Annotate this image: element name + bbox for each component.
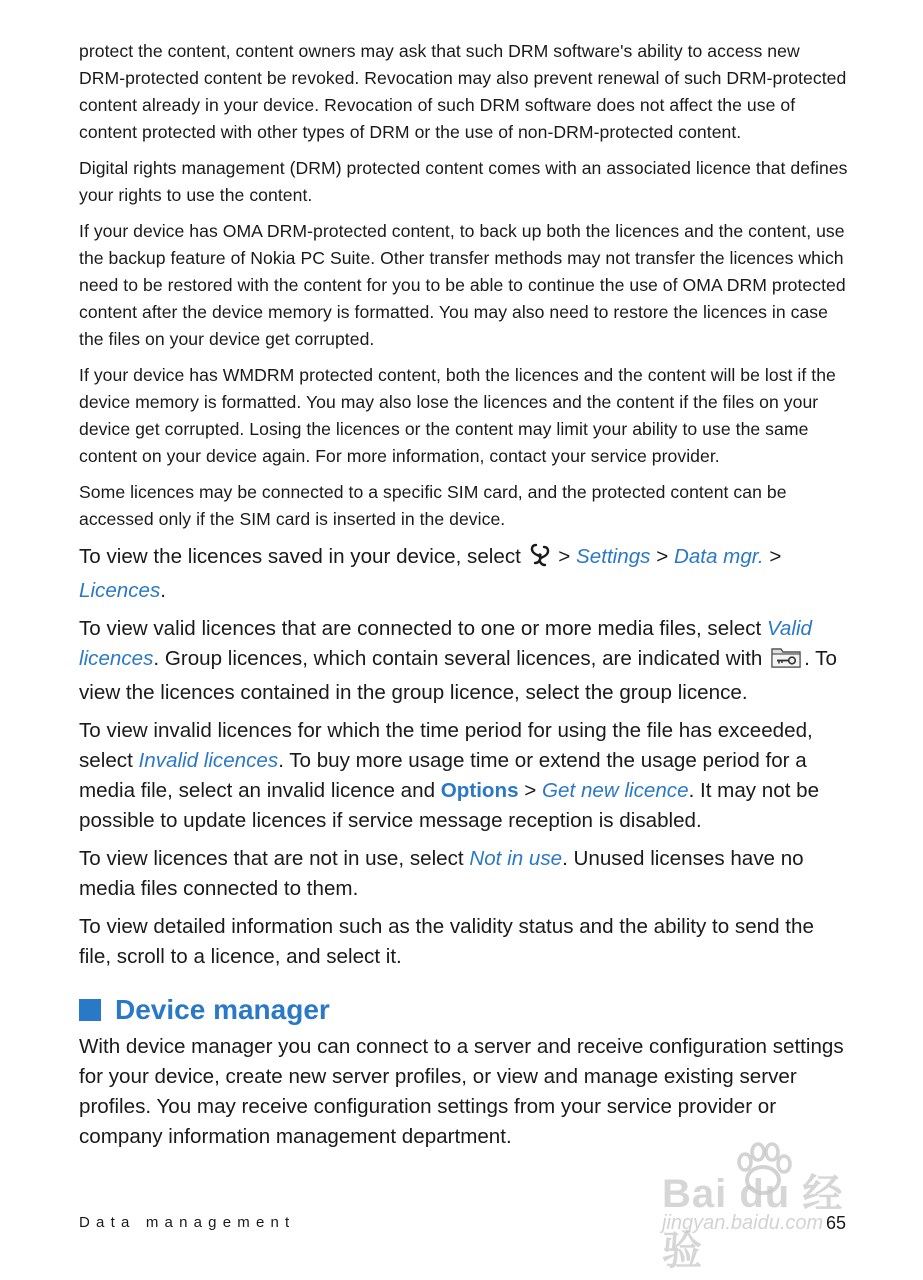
paragraph-device-manager: With device manager you can connect to a server and receive configuration settings for your device, create new server profiles, or view and manage existing server profiles. You may receive configuration settings from your service provider or company information management department.	[79, 1035, 844, 1148]
paragraph-view-licences: To view the licences saved in your device, select > Settings > Data mgr. > Licences.	[79, 545, 782, 602]
menu-key-icon	[529, 543, 551, 576]
link-licences[interactable]: Licences	[79, 579, 161, 602]
heading-square-icon	[79, 999, 101, 1021]
link-valid-licences[interactable]: Valid licences	[79, 617, 812, 670]
link-get-new-licence[interactable]: Get new licence	[542, 779, 689, 802]
paragraph-invalid-licences: To view invalid licences for which the time period for using the file has exceeded, select Invalid licences. To buy more usage time or extend the usage period for a media file, select an invalid licence and Options > Get new licence. It may not be possible to update licences if service message reception is disabled.	[79, 719, 820, 832]
paragraph-valid-licences: To view valid licences that are connected to one or more media files, select Valid licences. Group licences, which contain several licences, are indicated with . To view the licences contained in the group licence, select the group licence.	[79, 617, 837, 704]
link-options[interactable]: Options	[440, 779, 519, 802]
link-data-mgr[interactable]: Data mgr.	[673, 545, 764, 568]
paragraph-drm-definition: Digital rights management (DRM) protected content comes with an associated licence that defines your rights to use the content.	[79, 158, 848, 205]
link-settings[interactable]: Settings	[576, 545, 651, 568]
paragraph-not-in-use: To view licences that are not in use, select Not in use. Unused licenses have no media files connected to them.	[79, 847, 804, 900]
watermark-brand: Bai du 经验	[662, 1172, 844, 1273]
paragraph-oma-drm-backup: If your device has OMA DRM-protected content, to back up both the licences and the content, use the backup feature of Nokia PC Suite. Other transfer methods may not transfer the licences which need to be restored with the content for you to be able to continue the use of OMA DRM protected content after the device memory is formatted. You may also need to restore the licences in case the files on your device get corrupted.	[79, 221, 846, 349]
document-page	[79, 38, 849, 1160]
paragraph-sim-licences: Some licences may be connected to a specific SIM card, and the protected content can be accessed only if the SIM card is inserted in the device.	[79, 482, 787, 529]
link-not-in-use[interactable]: Not in use	[469, 847, 563, 870]
footer-section-name: Data management	[79, 1214, 296, 1231]
paragraph-wmdrm: If your device has WMDRM protected content, both the licences and the content will be lost if the device memory is formatted. You may also lose the licences and the content if the files on your device get corrupted. Losing the licences or the content may limit your ability to use the same content on your device again. For more information, contact your service provider.	[79, 365, 836, 466]
watermark-url: jingyan.baidu.com	[662, 1212, 824, 1234]
paragraph-drm-revocation: protect the content, content owners may ask that such DRM software's ability to access new DRM-protected content be revoked. Revocation may also prevent renewal of such DRM-protected content already in your device. Revocation of such DRM software does not affect the use of content protected with other types of DRM or the use of non-DRM-protected content.	[79, 41, 847, 142]
paragraph-detailed-info: To view detailed information such as the validity status and the ability to send the file, scroll to a licence, and select it.	[79, 915, 814, 968]
section-heading	[79, 992, 849, 1028]
link-invalid-licences[interactable]: Invalid licences	[138, 749, 279, 772]
group-licence-icon	[770, 645, 802, 678]
page-number: 65	[826, 1213, 847, 1233]
section-heading-text: Device manager	[115, 994, 330, 1025]
